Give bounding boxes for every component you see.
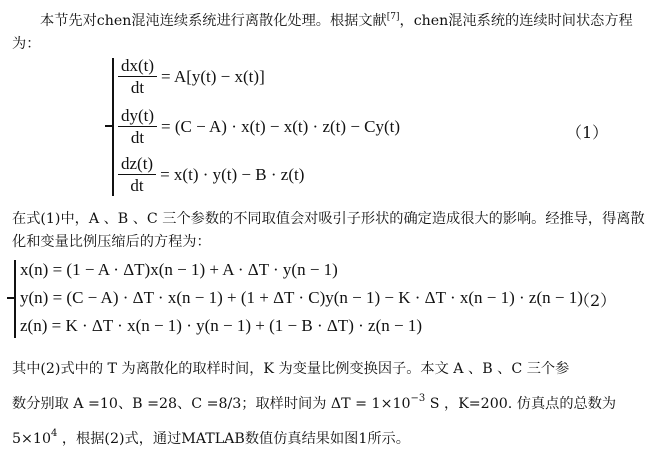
paragraph-intro [12,6,648,56]
equation-dy: $\frac{dy(t)}{dt}$ = (C − A) · x(t) − x(t) · z(t) − Cy(t) [118,106,400,147]
paragraph-parameters [12,354,648,454]
equation-dz: $\frac{dz(t)}{dt}$ = x(t) · y(t) − B · z(t) [118,154,304,195]
paragraph-discretization: 在式(1)中，A 、B 、C 三个参数的不同取值会对吸引子形状的确定造成很大的影响。经推导，得离散化和变量比例压缩后的方程为： [12,211,645,250]
equation-yn: y(n) = (C − A) · ΔT · x(n − 1) + (1 + ΔT · C)y(n − 1) − K · ΔT · x(n − 1) · z(n − 1) [20,288,583,307]
intro-text-cont: ，chen混沌系统的连续时间状态方程为： [12,13,633,52]
left-brace-2 [14,260,16,338]
params-line-3: $5\times 10^4$ ，根据(2)式，通过MATLAB数值仿真结果如图1所示。 [12,428,410,447]
left-brace [112,58,114,196]
equation-number-2: （2） [574,291,617,310]
equation-number-1: （1） [566,123,609,142]
params-line-1: 其中(2)式中的 T 为离散化的取样时间，K 为变量比例变换因子。本文 A 、B 、C 三个参 [12,361,570,377]
citation-ref: [7] [386,12,400,22]
equation-xn: x(n) = (1 − A · ΔT)x(n − 1) + A · ΔT · y(n − 1) [20,260,338,279]
params-line-2: 数分别取 A =10、B =28、C =8/3；取样时间为 $\Delta T = 1\times 10^{-3}$ S ，K=200. 仿真点的总数为 [12,393,617,412]
equation-dx: $\frac{dx(t)}{dt}$ = A[y(t) − x(t)] [118,56,265,97]
intro-text: 本节先对chen混沌连续系统进行离散化处理。根据文献 [40,13,387,29]
equation-zn: z(n) = K · ΔT · x(n − 1) · y(n − 1) + (1 − B · ΔT) · z(n − 1) [20,316,422,335]
